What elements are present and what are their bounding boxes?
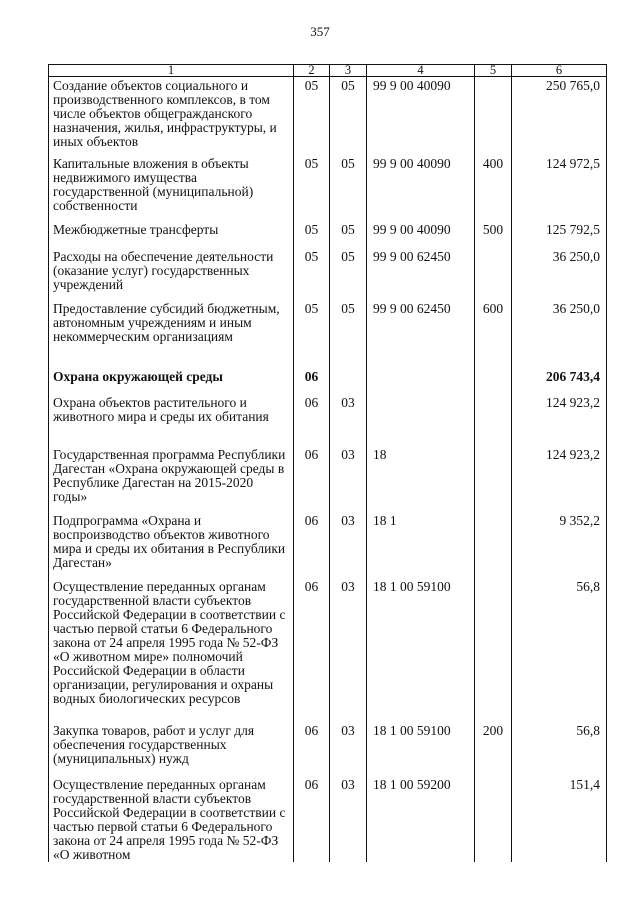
row-subsection: 05 — [330, 248, 367, 300]
row-name: Капитальные вложения в объекты недвижимого имущества государственной (муниципальной) собственности — [49, 155, 294, 221]
row-expense-type — [475, 446, 512, 512]
row-name: Государственная программа Республики Дагестан «Охрана окружающей среды в Республике Дагестан на 2015-2020 годы» — [49, 446, 294, 512]
column-header-2: 2 — [294, 65, 330, 77]
row-section: 06 — [294, 722, 330, 776]
row-subsection: 05 — [330, 77, 367, 155]
row-section: 06 — [294, 512, 330, 578]
row-expense-type — [475, 77, 512, 155]
row-subsection: 03 — [330, 776, 367, 862]
row-amount: 36 250,0 — [512, 248, 607, 300]
column-number-row — [49, 65, 607, 77]
row-subsection: 03 — [330, 722, 367, 776]
row-name: Охрана объектов растительного и животного мира и среды их обитания — [49, 394, 294, 446]
row-name: Осуществление переданных органам государственной власти субъектов Российской Федерации в соответствии с частью первой статьи 6 Федерального закона от 24 апреля 1995 года № 52-ФЗ «О животном — [49, 776, 294, 862]
row-amount: 56,8 — [512, 578, 607, 722]
row-name: Расходы на обеспечение деятельности (оказание услуг) государственных учреждений — [49, 248, 294, 300]
row-section: 05 — [294, 155, 330, 221]
row-subsection: 03 — [330, 394, 367, 446]
row-amount: 9 352,2 — [512, 512, 607, 578]
row-section: 06 — [294, 368, 330, 394]
row-target-article: 18 — [367, 446, 475, 512]
row-section: 06 — [294, 446, 330, 512]
table-row — [49, 300, 607, 368]
row-amount: 124 923,2 — [512, 394, 607, 446]
row-name: Создание объектов социального и производственного комплексов, в том числе объектов общегражданского назначения, жилья, инфраструктуры, и иных объектов — [49, 77, 294, 155]
budget-table — [48, 64, 607, 862]
row-subsection: 05 — [330, 300, 367, 368]
column-header-1: 1 — [49, 65, 294, 77]
page-number: 357 — [310, 24, 330, 39]
row-expense-type: 600 — [475, 300, 512, 368]
table-row — [49, 722, 607, 776]
table-row — [49, 446, 607, 512]
row-target-article: 99 9 00 40090 — [367, 221, 475, 248]
table-row-section-header — [49, 368, 607, 394]
row-target-article: 99 9 00 40090 — [367, 155, 475, 221]
row-amount: 125 792,5 — [512, 221, 607, 248]
row-section: 06 — [294, 578, 330, 722]
table-row — [49, 248, 607, 300]
row-expense-type — [475, 394, 512, 446]
table-row — [49, 512, 607, 578]
row-section: 05 — [294, 248, 330, 300]
row-target-article: 18 1 00 59200 — [367, 776, 475, 862]
row-expense-type — [475, 578, 512, 722]
column-header-3: 3 — [330, 65, 367, 77]
column-header-6: 6 — [512, 65, 607, 77]
table-row — [49, 776, 607, 862]
row-subsection: 05 — [330, 221, 367, 248]
table-row — [49, 155, 607, 221]
row-subsection: 03 — [330, 578, 367, 722]
row-amount: 124 923,2 — [512, 446, 607, 512]
row-subsection: 03 — [330, 446, 367, 512]
row-name: Предоставление субсидий бюджетным, автономным учреждениям и иным некоммерческим организациям — [49, 300, 294, 368]
row-expense-type — [475, 368, 512, 394]
row-target-article — [367, 394, 475, 446]
row-amount: 250 765,0 — [512, 77, 607, 155]
row-name: Охрана окружающей среды — [49, 368, 294, 394]
row-section: 05 — [294, 221, 330, 248]
row-target-article — [367, 368, 475, 394]
table-row — [49, 221, 607, 248]
row-target-article: 99 9 00 62450 — [367, 300, 475, 368]
row-section: 05 — [294, 77, 330, 155]
row-expense-type — [475, 512, 512, 578]
column-header-5: 5 — [475, 65, 512, 77]
table-row — [49, 394, 607, 446]
row-name: Осуществление переданных органам государственной власти субъектов Российской Федерации в соответствии с частью первой статьи 6 Федерального закона от 24 апреля 1995 года № 52-ФЗ «О животном мире» полномочий Российской Федерации в области организации, регулирования и охраны водных биологических ресурсов — [49, 578, 294, 722]
column-header-4: 4 — [367, 65, 475, 77]
row-target-article: 99 9 00 40090 — [367, 77, 475, 155]
row-name: Закупка товаров, работ и услуг для обеспечения государственных (муниципальных) нужд — [49, 722, 294, 776]
row-amount: 36 250,0 — [512, 300, 607, 368]
row-amount: 151,4 — [512, 776, 607, 862]
row-target-article: 18 1 00 59100 — [367, 578, 475, 722]
row-target-article: 99 9 00 62450 — [367, 248, 475, 300]
row-section: 05 — [294, 300, 330, 368]
row-section: 06 — [294, 394, 330, 446]
row-target-article: 18 1 00 59100 — [367, 722, 475, 776]
row-subsection: 03 — [330, 512, 367, 578]
row-amount: 124 972,5 — [512, 155, 607, 221]
table-row — [49, 77, 607, 155]
row-amount: 206 743,4 — [512, 368, 607, 394]
row-expense-type — [475, 776, 512, 862]
row-expense-type: 400 — [475, 155, 512, 221]
row-subsection: 05 — [330, 155, 367, 221]
row-target-article: 18 1 — [367, 512, 475, 578]
row-section: 06 — [294, 776, 330, 862]
table-row — [49, 578, 607, 722]
row-name: Подпрограмма «Охрана и воспроизводство объектов животного мира и среды их обитания в Республики Дагестан» — [49, 512, 294, 578]
row-name: Межбюджетные трансферты — [49, 221, 294, 248]
row-amount: 56,8 — [512, 722, 607, 776]
row-expense-type: 500 — [475, 221, 512, 248]
row-expense-type — [475, 248, 512, 300]
row-subsection — [330, 368, 367, 394]
row-expense-type: 200 — [475, 722, 512, 776]
